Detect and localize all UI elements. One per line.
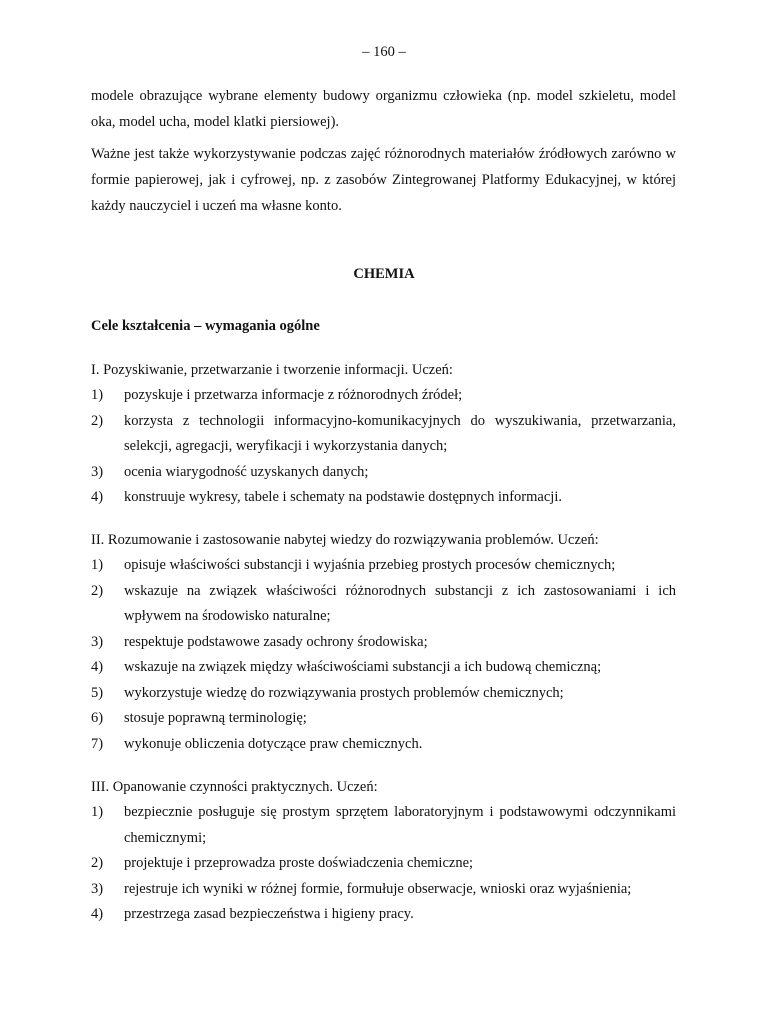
list-item	[91, 851, 676, 877]
item-number: 4)	[91, 906, 104, 922]
item-text: rejestruje ich wyniki w różnej formie, formułuje obserwacje, wnioski oraz wyjaśnienia;	[124, 880, 632, 897]
item-number: 1)	[91, 557, 104, 573]
list-item	[91, 485, 676, 511]
section-heading: II. Rozumowanie i zastosowanie nabytej wiedzy do rozwiązywania problemów. Uczeń:	[91, 532, 599, 548]
list-item	[91, 383, 676, 409]
list-item	[91, 655, 676, 681]
page-number: – 160 –	[362, 44, 406, 60]
item-text: wskazuje na związek między właściwościami substancji a ich budową chemiczną;	[124, 659, 602, 675]
list-item	[91, 553, 676, 579]
requirements-list	[91, 800, 676, 928]
list-item	[91, 877, 676, 903]
item-text: projektuje i przeprowadza proste doświadczenia chemiczne;	[124, 855, 474, 871]
section-heading: III. Opanowanie czynności praktycznych. Uczeń:	[91, 779, 378, 795]
item-number: 1)	[91, 387, 104, 403]
item-text: ocenia wiarygodność uzyskanych danych;	[124, 463, 369, 480]
item-number: 7)	[91, 735, 104, 752]
intro-block	[91, 83, 676, 219]
item-text: konstruuje wykresy, tabele i schematy na podstawie dostępnych informacji.	[124, 489, 562, 505]
requirements-list	[91, 553, 676, 757]
section-i	[91, 357, 676, 511]
item-text: pozyskuje i przetwarza informacje z różnorodnych źródeł;	[124, 387, 463, 403]
list-item	[91, 800, 676, 851]
list-item	[91, 681, 676, 707]
item-text: stosuje poprawną terminologię;	[124, 710, 307, 726]
item-number: 4)	[91, 489, 104, 505]
item-number: 3)	[91, 880, 104, 897]
intro-paragraph: Ważne jest także wykorzystywanie podczas zajęć różnorodnych materiałów źródłowych zarówno w formie papierowej, jak i cyfrowej, np. z zasobów Zintegrowanej Platformy Edukacyjnej, w której każdy nauczyciel i uczeń ma własne konto.	[91, 146, 676, 214]
item-text: wykonuje obliczenia dotyczące praw chemicznych.	[124, 735, 423, 752]
item-number: 2)	[91, 412, 104, 429]
item-text: opisuje właściwości substancji i wyjaśnia przebieg prostych procesów chemicznych;	[124, 557, 616, 573]
section-iii	[91, 774, 676, 928]
item-text: wskazuje na związek właściwości różnorodnych substancji z ich zastosowaniami i ich wpływem na środowisko naturalne;	[124, 582, 676, 624]
item-text: przestrzega zasad bezpieczeństwa i higieny pracy.	[124, 906, 414, 922]
item-number: 5)	[91, 684, 104, 701]
item-text: korzysta z technologii informacyjno-komunikacyjnych do wyszukiwania, przetwarzania, selekcji, agregacji, weryfikacji i wykorzystania danych;	[124, 412, 676, 454]
item-number: 1)	[91, 804, 104, 820]
item-text: wykorzystuje wiedzę do rozwiązywania prostych problemów chemicznych;	[124, 684, 564, 701]
list-item	[91, 706, 676, 732]
section-ii	[91, 527, 676, 757]
subject-title: CHEMIA	[353, 266, 415, 282]
item-number: 2)	[91, 582, 104, 599]
list-item	[91, 409, 676, 460]
list-item	[91, 579, 676, 630]
item-number: 6)	[91, 710, 104, 726]
list-item	[91, 902, 676, 928]
goals-heading: Cele kształcenia – wymagania ogólne	[91, 318, 320, 334]
list-item	[91, 460, 676, 486]
list-item	[91, 630, 676, 656]
item-text: respektuje podstawowe zasady ochrony środowiska;	[124, 633, 428, 650]
list-item	[91, 732, 676, 758]
section-heading: I. Pozyskiwanie, przetwarzanie i tworzenie informacji. Uczeń:	[91, 362, 453, 378]
requirements-list	[91, 383, 676, 511]
item-number: 3)	[91, 463, 104, 480]
item-number: 4)	[91, 659, 104, 675]
goals-heading-block	[91, 316, 676, 336]
item-number: 3)	[91, 633, 104, 650]
item-text: bezpiecznie posługuje się prostym sprzętem laboratoryjnym i podstawowymi odczynnikami chemicznymi;	[124, 804, 676, 846]
intro-paragraph: modele obrazujące wybrane elementy budowy organizmu człowieka (np. model szkieletu, model oka, model ucha, model klatki piersiowej).	[91, 88, 676, 130]
item-number: 2)	[91, 855, 104, 871]
